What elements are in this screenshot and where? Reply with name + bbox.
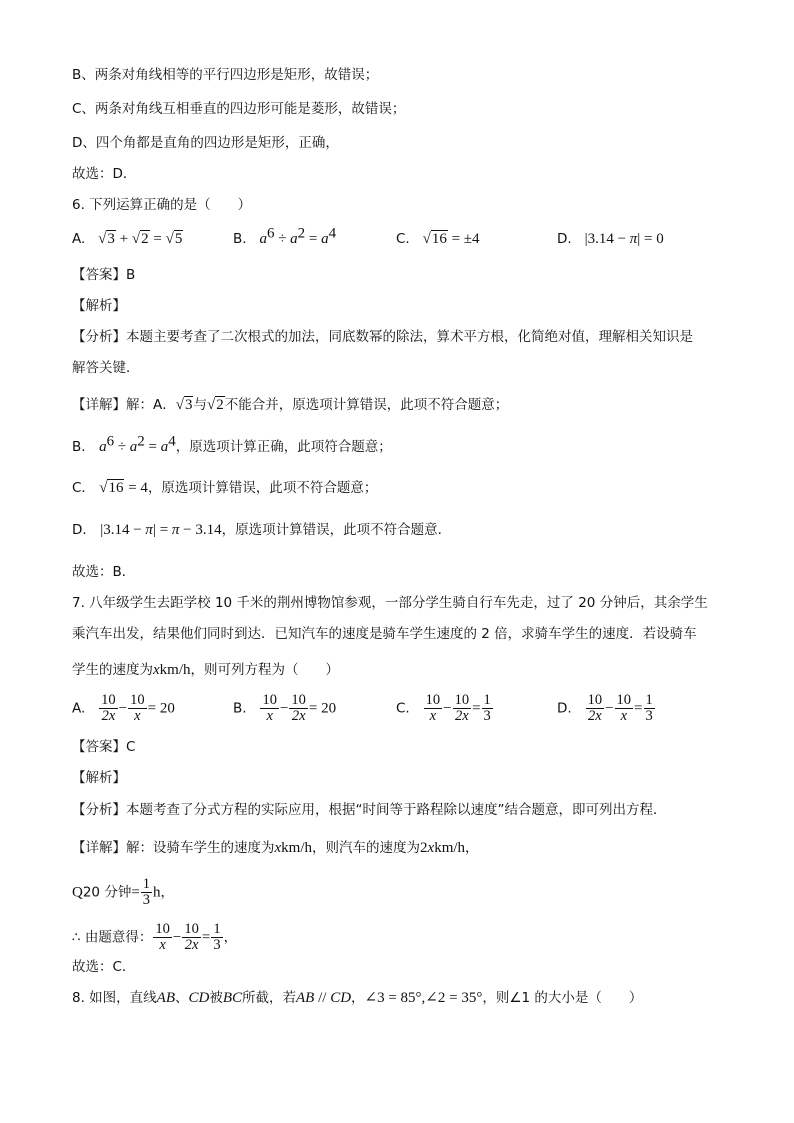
q6-option-b: B. $a^6 \div a^2 = a^4$: [233, 225, 337, 247]
q6-analysis-heading: 【解析】: [72, 298, 126, 314]
q6-answer: 【答案】B: [72, 267, 136, 283]
q6-fenxi-line1: 【分析】本题主要考查了二次根式的加法，同底数幂的除法，算术平方根，化简绝对值，理解相关知识是: [72, 329, 693, 345]
q6-detail-d: D． |3.14 − π| = π − 3.14，原选项计算错误，此项不符合题意．: [72, 522, 452, 538]
q6-stem: 6. 下列运算正确的是（ ）: [72, 197, 252, 213]
q6-fenxi-line2: 解答关键．: [72, 360, 140, 376]
q7-equation-line: ∴ 由题意得： $\frac{10}{x}$ − $\frac{10}{2x}$ = $\frac{1}{3}$ ，: [72, 921, 238, 953]
q7-stem-line3: 学生的速度为xkm/h，则可列方程为（ ）: [72, 662, 340, 678]
q7-option-b: B. $\frac{10}{x}$ − $\frac{10}{2x}$ = 20: [233, 692, 337, 724]
q6-detail-b: B． $a^6 \div a^2 = a^4$，原选项计算正确，此项符合题意；: [72, 433, 392, 455]
q7-analysis-heading: 【解析】: [72, 770, 126, 786]
q7-option-a: A. $\frac{10}{2x}$ − $\frac{10}{x}$ = 20: [72, 692, 175, 724]
q7-stem-line1: 7. 八年级学生去距学校 10 千米的荆州博物馆参观，一部分学生骑自行车先走，过了 20 分钟后，其余学生: [72, 595, 708, 611]
q7-answer: 【答案】C: [72, 739, 136, 755]
q5-choice: 故选：D．: [72, 166, 137, 182]
q5-option-d-explanation: D、四个角都是直角的四边形是矩形，正确，: [72, 135, 339, 151]
q6-choice: 故选：B．: [72, 564, 136, 580]
q5-option-b-explanation: B、两条对角线相等的平行四边形是矩形，故错误；: [72, 67, 379, 83]
q7-detail-line1: 【详解】解：设骑车学生的速度为xkm/h，则汽车的速度为2xkm/h，: [72, 840, 479, 856]
q6-option-a: A. √3 + √2 = √5: [72, 231, 183, 247]
q7-fenxi: 【分析】本题考查了分式方程的实际应用，根据“时间等于路程除以速度”结合题意，即可列出方程．: [72, 802, 667, 818]
q6-detail-a: 【详解】解：A．√3与√2不能合并，原选项计算错误，此项不符合题意；: [72, 397, 509, 413]
q7-stem-line2: 乘汽车出发，结果他们同时到达．已知汽车的速度是骑车学生速度的 2 倍，求骑车学生的速度．若设骑车: [72, 626, 697, 642]
q8-stem: 8. 如图，直线AB、CD被BC所截，若AB // CD，∠3 = 85°,∠2 = 35°，则∠1 的大小是（ ）: [72, 990, 643, 1006]
q7-option-d: D. $\frac{10}{2x}$ − $\frac{10}{x}$ = $\frac{1}{3}$: [557, 692, 653, 724]
q6-option-c: C. √16 = ±4: [396, 231, 480, 247]
q7-choice: 故选：C．: [72, 959, 136, 975]
q6-option-d: D. |3.14 − π| = 0: [557, 231, 664, 247]
q6-detail-c: C． √16 = 4，原选项计算错误，此项不符合题意；: [72, 480, 378, 496]
q5-option-c-explanation: C、两条对角线互相垂直的四边形可能是菱形，故错误；: [72, 101, 406, 117]
q7-option-c: C. $\frac{10}{x}$ − $\frac{10}{2x}$ = $\frac{1}{3}$: [396, 692, 491, 724]
q7-because-line: Q20 分钟= $\frac{1}{3}$ h，: [72, 876, 175, 908]
